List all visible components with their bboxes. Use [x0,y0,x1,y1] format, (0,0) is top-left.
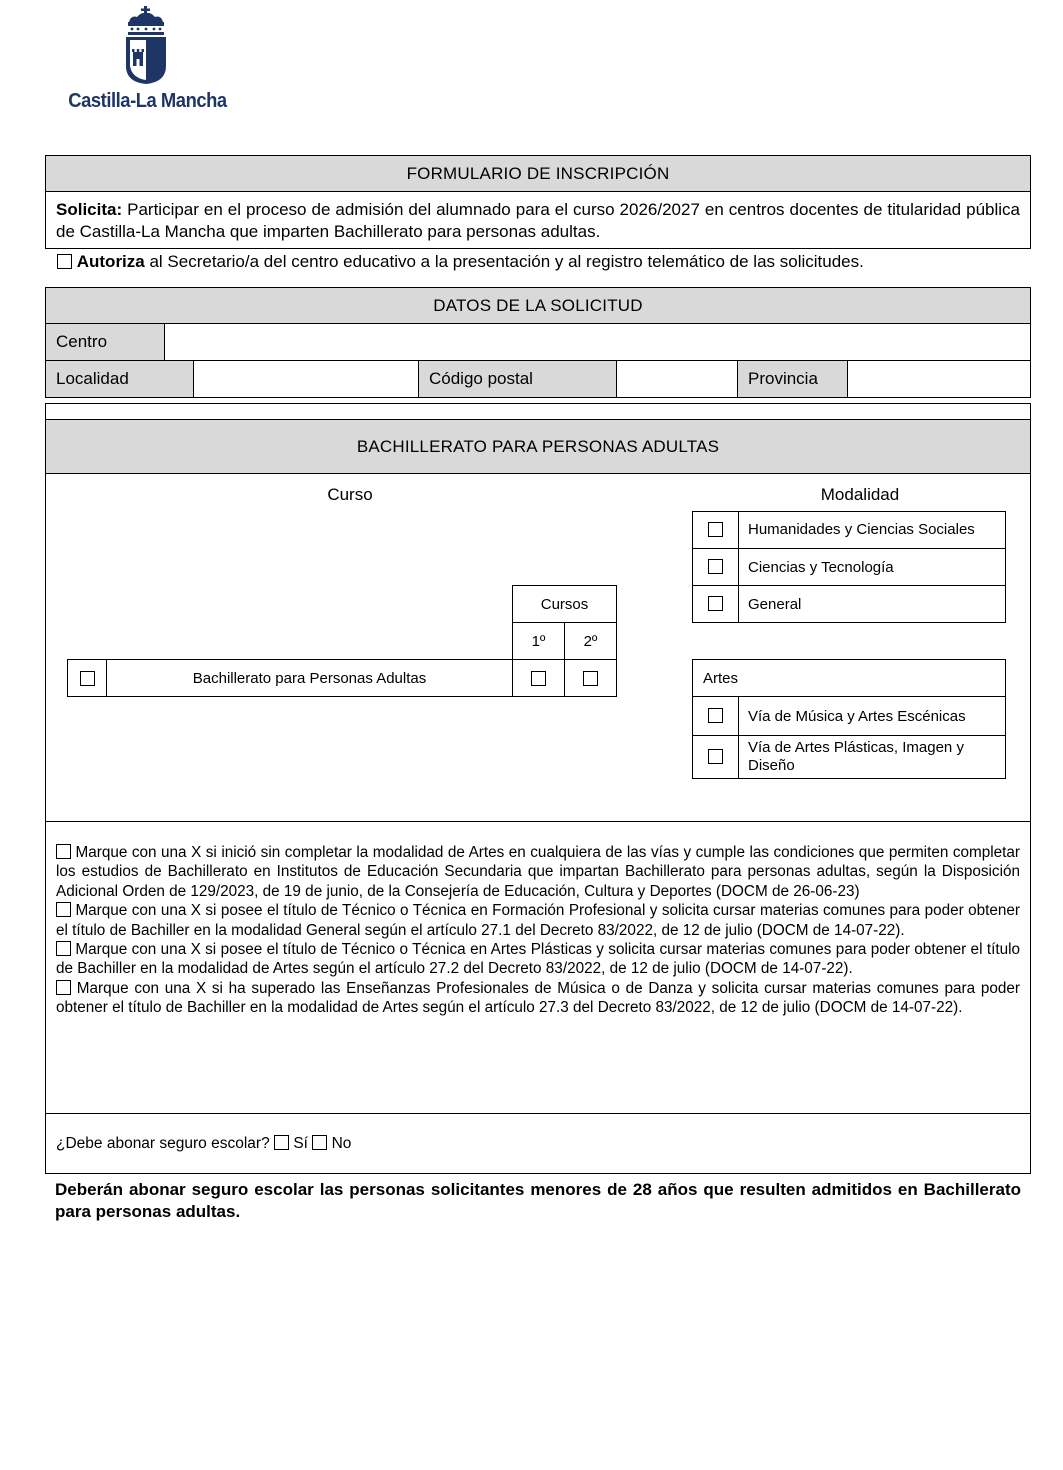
condicion-4-checkbox[interactable] [56,980,71,995]
provincia-field[interactable] [847,360,1031,398]
condicion-3-text: Marque con una X si posee el título de Técnico o Técnica en Artes Plásticas y solicita cursar materias comunes para poder obtener el título de Bachiller en la modalidad de Artes según el artículo 27.2 del Decreto 83/2022, de 12 de julio (DOCM de 14-07-22). [56,941,1021,978]
general-label: General [748,595,802,613]
artes-row-1-check [692,696,739,736]
solicita-label: Solicita: [56,200,123,219]
cursos-label: Cursos [540,595,589,613]
condicion-4-text: Marque con una X si ha superado las Enseñanzas Profesionales de Música o de Danza y solicita cursar materias comunes para poder obtener el título de Bachiller en la modalidad de Artes según el artículo 27.3 del Decreto 83/2022, de 12 de julio (DOCM de 14-07-22). [56,979,1020,1017]
musica-label: Vía de Música y Artes Escénicas [748,707,966,725]
centro-label [45,323,165,361]
condicion-1-text: Marque con una X si inició sin completar la modalidad de Artes en cualquiera de las vías y cumple las condiciones que permiten completar los estudios de Bachillerato en Institutos de Educación Secundaria que impartan Bachillerato para personas adultas, según la Disposición Adicional Orden de 129/2023, de 19 de junio, de la Consejería de Educación, Cultura y Deportes (DOCM de 26-06-23) [56,844,1021,900]
curso-2-label: 2º [583,632,598,650]
condicion-1-checkbox[interactable] [56,844,71,859]
seguro-note: Deberán abonar seguro escolar las personas solicitantes menores de 28 años que resulten admitidos en Bachillerato para personas adultas. [55,1180,1021,1221]
modalidad-row-1-check [692,511,739,549]
centro-field[interactable] [164,323,1031,361]
curso-2-cell [564,659,617,697]
seguro-box [45,1113,1031,1174]
seguro-question: ¿Debe abonar seguro escolar? [56,1135,270,1152]
condicion-3 [56,940,1020,979]
programa-checkbox[interactable] [80,671,95,686]
solicita-box [45,191,1031,249]
programa-label: Bachillerato para Personas Adultas [192,669,427,687]
autoriza-checkbox[interactable] [57,254,72,269]
artes-row-2-check [692,735,739,779]
curso-1-checkbox[interactable] [531,671,546,686]
curso-1-cell [512,659,565,697]
ciencias-label: Ciencias y Tecnología [748,558,894,576]
modalidad-row-2-check [692,548,739,586]
modalidad-row-2 [738,548,1006,586]
condicion-3-checkbox[interactable] [56,941,71,956]
localidad-field[interactable] [193,360,419,398]
autoriza-label: Autoriza [76,252,145,271]
solicita-text: Participar en el proceso de admisión del alumnado para el curso 2026/2027 en centros docentes de titularidad pública de Castilla-La Mancha que imparten Bachillerato para personas adultas. [56,200,1020,241]
cp-label-text: Código postal [429,369,533,388]
modalidad-heading: Modalidad [820,485,900,504]
curso-heading: Curso [327,485,373,504]
seguro-no-label: No [331,1135,352,1152]
cursos-header [512,585,617,623]
general-checkbox[interactable] [708,596,723,611]
form-title-text: FORMULARIO DE INSCRIPCIÓN [406,163,670,183]
autoriza-row [57,251,1017,273]
plasticas-checkbox[interactable] [708,749,723,764]
programa-check-cell [67,659,107,697]
form-title [45,155,1031,192]
curso-1-header [512,622,565,660]
condicion-2-checkbox[interactable] [56,902,71,917]
cp-label [418,360,617,398]
seguro-si-label: Sí [293,1135,308,1152]
logo-text: Castilla-La Mancha [68,90,227,112]
curso-1-label: 1º [531,632,546,650]
cp-field[interactable] [616,360,738,398]
localidad-label [45,360,194,398]
modalidad-row-3-check [692,585,739,623]
artes-row-2 [738,735,1006,779]
musica-checkbox[interactable] [708,708,723,723]
modalidad-row-3 [738,585,1006,623]
programa-row [106,659,513,697]
provincia-label-text: Provincia [748,369,818,388]
condicion-4 [56,979,1020,1018]
datos-title-text: DATOS DE LA SOLICITUD [433,295,643,315]
curso-2-checkbox[interactable] [583,671,598,686]
ciencias-checkbox[interactable] [708,559,723,574]
localidad-label-text: Localidad [56,369,129,388]
logo [60,6,235,116]
autoriza-text: al Secretario/a del centro educativo a la presentación y al registro telemático de las solicitudes. [144,252,864,271]
bach-title-text: BACHILLERATO PARA PERSONAS ADULTAS [356,436,720,456]
bach-title [45,419,1031,474]
artes-label: Artes [703,669,739,687]
plasticas-label: Vía de Artes Plásticas, Imagen y Diseño [748,739,964,774]
artes-header [692,659,1006,697]
humanidades-checkbox[interactable] [708,522,723,537]
condicion-2 [56,901,1020,940]
artes-row-1 [738,696,1006,736]
condicion-2-text: Marque con una X si posee el título de Técnico o Técnica en Formación Profesional y solicita cursar materias comunes para poder obtener el título de Bachiller en la modalidad General según el artículo 27.1 del Decreto 83/2022, de 12 de julio (DOCM de 14-07-22). [56,902,1020,939]
datos-title [45,287,1031,324]
seguro-no-checkbox[interactable] [312,1135,327,1150]
spacer-row [45,403,1031,420]
coat-of-arms-icon [121,6,171,86]
seguro-si-checkbox[interactable] [274,1135,289,1150]
humanidades-label: Humanidades y Ciencias Sociales [748,521,975,538]
condiciones-box [45,821,1031,1114]
curso-2-header [564,622,617,660]
condicion-1 [56,843,1020,901]
provincia-label [737,360,848,398]
centro-label-text: Centro [56,332,108,351]
modalidad-row-1 [738,511,1006,549]
